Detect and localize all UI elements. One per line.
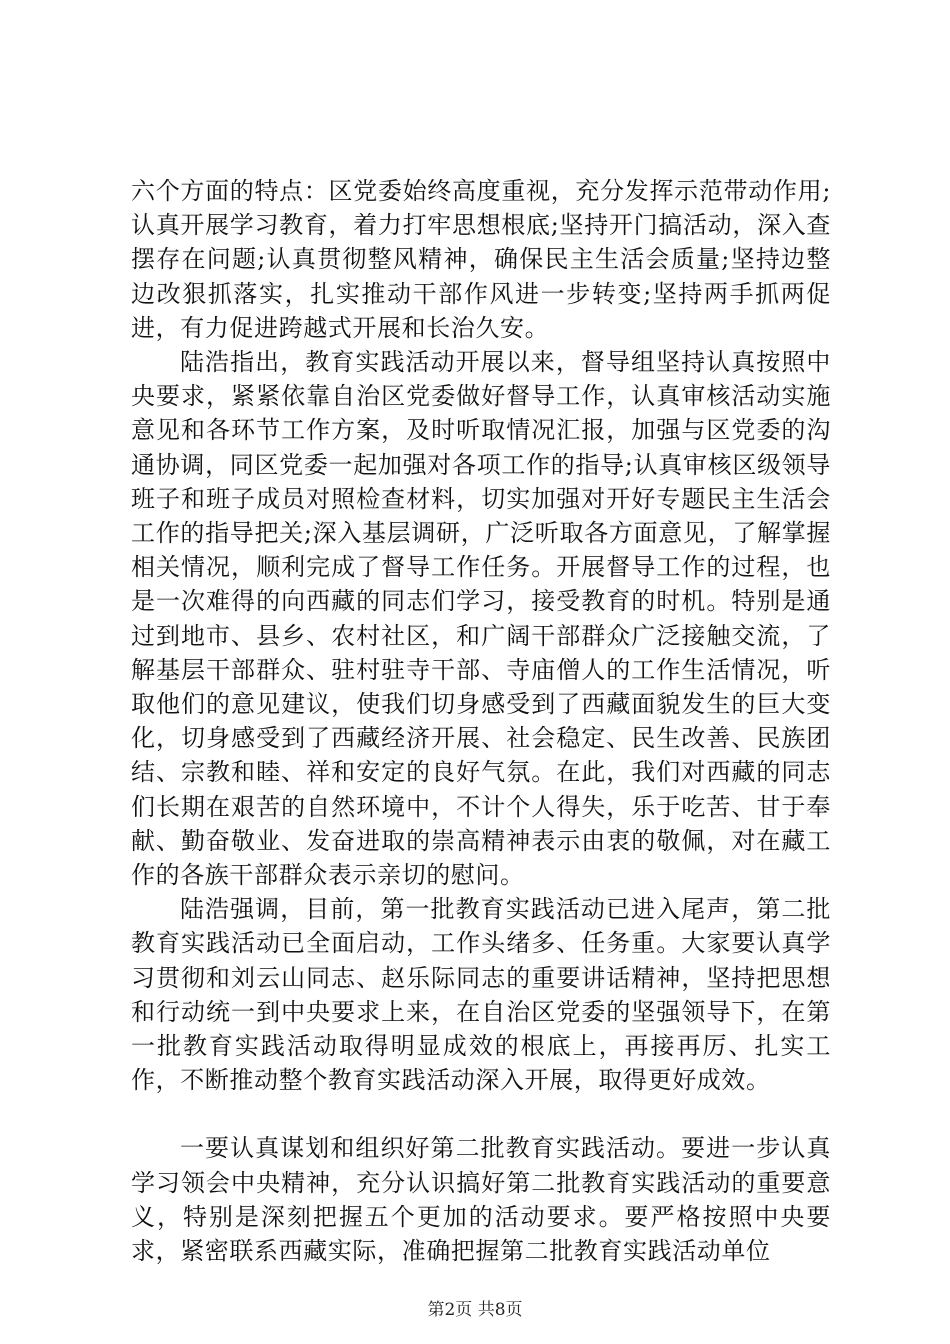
paragraph-continuation: 六个方面的特点：区党委始终高度重视，充分发挥示范带动作用;认真开展学习教育，着力打牢思想根底;坚持开门搞活动，深入查摆存在问题;认真贯彻整风精神，确保民主生活会质量;坚持边整边改狠抓落实，扎实推动干部作风进一步转变;坚持两手抓两促进，有力促进跨越式开展和长治久安。 xyxy=(131,177,831,342)
paragraph-luhao-emphasizes: 陆浩强调，目前，第一批教育实践活动已进入尾声，第二批教育实践活动已全面启动，工作头绪多、任务重。大家要认真学习贯彻和刘云山同志、赵乐际同志的重要讲话精神，坚持把思想和行动统一到中央要求上来，在自治区党委的坚强领导下，在第一批教育实践活动取得明显成效的根底上，再接再厉、扎实工作，不断推动整个教育实践活动深入开展，取得更好成效。 xyxy=(131,895,831,1095)
paragraph-luhao-points-out: 陆浩指出，教育实践活动开展以来，督导组坚持认真按照中央要求，紧紧依靠自治区党委做好督导工作，认真审核活动实施意见和各环节工作方案，及时听取情况汇报，加强与区党委的沟通协调，同区党委一起加强对各项工作的指导;认真审核区级领导班子和班子成员对照检查材料，切实加强对开好专题民主生活会工作的指导把关;深入基层调研，广泛听取各方面意见，了解掌握相关情况，顺利完成了督导工作任务。开展督导工作的过程，也是一次难得的向西藏的同志们学习，接受教育的时机。特别是通过到地市、县乡、农村社区，和广阔干部群众广泛接触交流，了解基层干部群众、驻村驻寺干部、寺庙僧人的工作生活情况，听取他们的意见建议，使我们切身感受到了西藏面貌发生的巨大变化，切身感受到了西藏经济开展、社会稳定、民生改善、民族团结、宗教和睦、祥和安定的良好气氛。在此，我们对西藏的同志们长期在艰苦的自然环境中，不计个人得失，乐于吃苦、甘于奉献、勤奋敬业、发奋进取的崇高精神表示由衷的敬佩，对在藏工作的各族干部群众表示亲切的慰问。 xyxy=(131,348,831,890)
paragraph-spacer xyxy=(131,1097,831,1131)
paragraph-first-requirement: 一要认真谋划和组织好第二批教育实践活动。要进一步认真学习领会中央精神，充分认识搞好第二批教育实践活动的重要意义，特别是深刻把握五个更加的活动要求。要严格按照中央要求，紧密联系西藏实际，准确把握第二批教育实践活动单位 xyxy=(131,1134,831,1266)
page-number-footer: 第2页 共8页 xyxy=(427,1300,523,1320)
document-body xyxy=(131,174,831,1268)
